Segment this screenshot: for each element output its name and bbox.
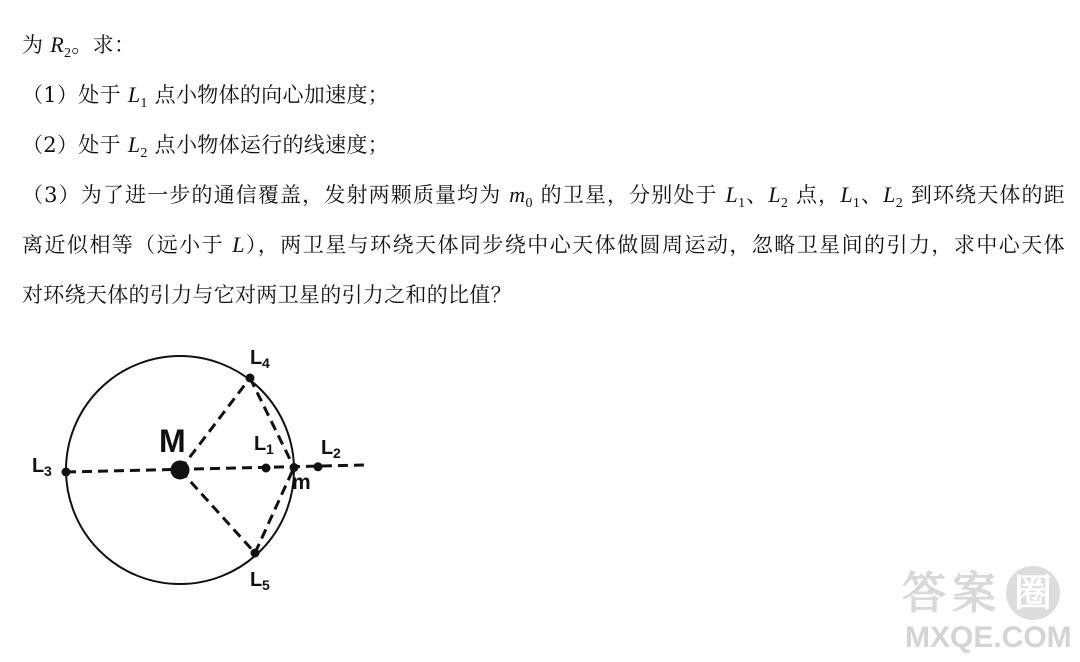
intro-text-before: 为 — [22, 33, 51, 57]
question-text: 为了进一步的通信覆盖，发射两颗质量均为 — [80, 183, 510, 207]
subscript: 0 — [525, 196, 533, 211]
point-l2-dot — [314, 462, 323, 471]
question-text: 处于 — [78, 133, 128, 157]
question-text: 处于 — [78, 83, 128, 107]
question-text: 点小物体运行的线速度； — [147, 133, 389, 157]
watermark-circled-character: 圈 — [1006, 566, 1060, 620]
intro-text-after: 。求： — [71, 33, 136, 57]
point-l1-dot — [262, 464, 271, 473]
orbit-diagram — [0, 320, 420, 610]
point-l5-label: L — [250, 569, 263, 591]
point-l3-subscript: 3 — [44, 463, 52, 479]
question-2 — [22, 120, 1065, 170]
question-text: 、 — [860, 183, 884, 207]
question-text: 、 — [745, 183, 769, 207]
watermark-logo — [902, 566, 1060, 622]
variable-l: L — [840, 182, 853, 207]
point-l5-subscript: 5 — [262, 577, 270, 593]
subscript: 1 — [852, 196, 861, 211]
dashed-line-m-to-l4 — [180, 378, 250, 470]
variable-l: L — [768, 182, 781, 207]
question-text: 离近似相等（远小于 — [22, 233, 233, 257]
variable-r: R — [50, 32, 65, 57]
subscript: 2 — [895, 196, 904, 211]
variable-m: m — [509, 182, 526, 207]
subscript: 1 — [140, 96, 148, 111]
central-body-dot — [171, 461, 190, 480]
variable-l: L — [232, 232, 245, 257]
question-3-line-2 — [22, 220, 1065, 270]
question-text: 对环绕天体的引力与它对两卫星的引力之和的比值？ — [22, 283, 512, 307]
watermark-brand: 答案 — [902, 568, 1002, 619]
variable-l: L — [127, 82, 141, 107]
question-text: 点小物体的向心加速度； — [147, 83, 389, 107]
dashed-line-l5-to-body — [255, 468, 294, 554]
point-l2-label: L — [321, 437, 334, 459]
point-l3-label: L — [32, 455, 45, 477]
question-3-line-3 — [22, 270, 1065, 320]
central-body-label: M — [159, 423, 186, 459]
subscript: 2 — [140, 146, 148, 161]
problem-text — [22, 20, 1065, 320]
point-l5-dot — [251, 549, 260, 558]
question-number: （1） — [22, 83, 79, 107]
point-l1-subscript: 1 — [266, 441, 274, 457]
question-3-line-1 — [22, 170, 1065, 220]
subscript: 2 — [64, 46, 72, 61]
watermark-site: MXQE.COM — [905, 621, 1072, 654]
point-l1-label: L — [254, 433, 267, 455]
point-l4-dot — [246, 374, 255, 383]
subscript: 2 — [780, 196, 789, 211]
point-l4-subscript: 4 — [262, 355, 270, 371]
question-text: 到环绕天体的距 — [903, 183, 1065, 207]
orbiting-body-label: m — [292, 471, 311, 494]
question-text: ），两卫星与环绕天体同步绕中心天体做圆周运动，忽略卫星间的引力，求中心天体 — [244, 233, 1065, 257]
point-l3-dot — [62, 468, 71, 477]
question-number: （2） — [22, 133, 79, 157]
question-number: （3） — [22, 183, 81, 207]
question-1 — [22, 70, 1065, 120]
dashed-line-m-to-l5 — [180, 470, 255, 553]
variable-l: L — [883, 182, 896, 207]
question-text: 的卫星，分别处于 — [532, 183, 726, 207]
variable-l: L — [725, 182, 739, 207]
problem-intro-line — [22, 20, 1065, 70]
question-text: 点， — [788, 183, 841, 207]
subscript: 1 — [738, 196, 746, 211]
point-l2-subscript: 2 — [333, 445, 341, 461]
point-l4-label: L — [250, 347, 263, 369]
variable-l: L — [127, 132, 141, 157]
